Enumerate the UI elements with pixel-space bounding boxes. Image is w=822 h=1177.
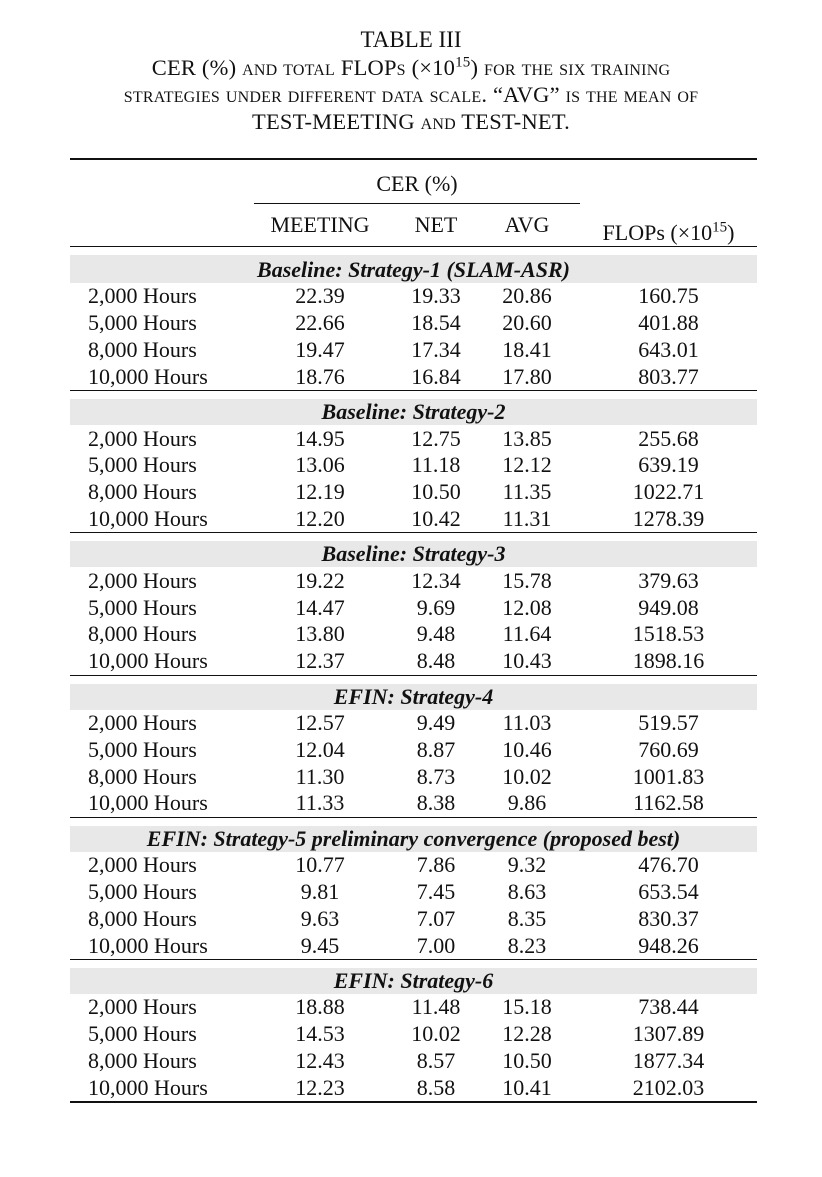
cell-flops: 948.26: [638, 932, 699, 958]
row-label: 8,000 Hours: [88, 763, 197, 789]
cell-avg: 17.80: [502, 363, 552, 389]
row-label: 8,000 Hours: [88, 905, 197, 931]
cell-net: 10.50: [411, 479, 461, 505]
col-header-meeting: MEETING: [270, 212, 370, 237]
table-row: [70, 1048, 757, 1075]
cell-meeting: 13.80: [295, 621, 345, 647]
cell-flops: 949.08: [638, 594, 699, 620]
section-header-row: [70, 968, 757, 994]
cell-net: 11.18: [411, 452, 461, 478]
cell-flops: 830.37: [638, 905, 699, 931]
cell-flops: 1518.53: [632, 621, 705, 647]
cell-avg: 15.78: [502, 567, 552, 593]
cell-net: 7.07: [416, 905, 456, 931]
cell-avg: 20.60: [502, 310, 552, 336]
cell-meeting: 11.30: [295, 763, 345, 789]
cell-avg: 11.35: [502, 479, 552, 505]
table-row: [70, 479, 757, 506]
row-label: 8,000 Hours: [88, 479, 197, 505]
section-rule: [70, 391, 757, 400]
cell-meeting: 12.57: [295, 709, 345, 735]
cell-avg: 11.64: [502, 621, 552, 647]
cell-meeting: 18.76: [295, 363, 345, 389]
cell-meeting: 22.39: [295, 283, 345, 309]
results-table: [70, 158, 757, 1103]
cell-avg: 10.46: [502, 736, 552, 762]
cell-meeting: 9.63: [300, 905, 340, 931]
caption-line-1: [0, 54, 822, 81]
cell-avg: 12.12: [502, 452, 552, 478]
row-label: 5,000 Hours: [88, 1021, 197, 1047]
caption-line-1-pre: CER (%) and total FLOPs (×10: [151, 55, 456, 80]
row-label: 2,000 Hours: [88, 852, 197, 878]
cell-flops: 476.70: [638, 852, 699, 878]
row-label: 5,000 Hours: [88, 594, 197, 620]
cell-avg: 10.50: [502, 1047, 552, 1073]
table-body: [70, 247, 757, 1103]
section-header-row: [70, 826, 757, 852]
section-title: Baseline: Strategy-1 (SLAM-ASR): [70, 255, 757, 283]
cell-net: 8.48: [416, 648, 456, 674]
cell-meeting: 12.23: [295, 1074, 345, 1100]
cell-avg: 8.23: [507, 932, 547, 958]
cell-flops: 1307.89: [632, 1021, 705, 1047]
caption-line-2: strategies under different data scale. “AVG” is the mean of: [123, 82, 699, 107]
cell-net: 10.02: [411, 1021, 461, 1047]
table-row: [70, 425, 757, 452]
cell-avg: 20.86: [502, 283, 552, 309]
cell-avg: 8.35: [507, 905, 547, 931]
cer-group-label: CER (%): [376, 171, 458, 196]
cell-flops: 519.57: [638, 709, 699, 735]
section-rule-cell: [70, 391, 757, 400]
flops-header-sup: 15: [712, 219, 728, 236]
cell-net: 11.48: [411, 994, 461, 1020]
cell-meeting: 22.66: [295, 310, 345, 336]
table-row: [70, 310, 757, 337]
table-row: [70, 363, 757, 390]
caption-line-3: TEST-MEETING and TEST-NET.: [252, 109, 570, 134]
section-title: EFIN: Strategy-4: [70, 684, 757, 710]
table-row: [70, 337, 757, 364]
cell-flops: 255.68: [638, 425, 699, 451]
cell-flops: 401.88: [638, 310, 699, 336]
row-label: 8,000 Hours: [88, 336, 197, 362]
cer-group-header: [242, 159, 580, 204]
section-rule-cell: [70, 675, 757, 684]
section-rule: [70, 959, 757, 968]
cell-avg: 11.31: [502, 505, 552, 531]
caption-line-1-sup: 15: [455, 54, 471, 71]
section-title: EFIN: Strategy-6: [70, 968, 757, 994]
cell-flops: 738.44: [638, 994, 699, 1020]
cell-meeting: 13.06: [295, 452, 345, 478]
cell-avg: 9.86: [507, 790, 547, 816]
table-row: [70, 1021, 757, 1048]
cell-net: 8.58: [416, 1074, 456, 1100]
row-label: 2,000 Hours: [88, 709, 197, 735]
cer-group-underline: [254, 171, 580, 204]
cell-avg: 10.43: [502, 648, 552, 674]
row-label: 2,000 Hours: [88, 567, 197, 593]
cell-meeting: 12.43: [295, 1047, 345, 1073]
row-label: 10,000 Hours: [88, 1074, 208, 1100]
cell-net: 7.86: [416, 852, 456, 878]
section-title: Baseline: Strategy-2: [70, 399, 757, 425]
cell-flops: 2102.03: [632, 1074, 705, 1100]
header-empty-cell: [70, 159, 242, 204]
cell-net: 8.73: [416, 763, 456, 789]
cell-meeting: 9.45: [300, 932, 340, 958]
section-header-row: [70, 399, 757, 425]
section-rule-cell: [70, 247, 757, 256]
cell-meeting: 14.47: [295, 594, 345, 620]
row-label: 2,000 Hours: [88, 283, 197, 309]
cell-avg: 11.03: [502, 709, 552, 735]
cell-avg: 12.08: [502, 594, 552, 620]
cell-avg: 15.18: [502, 994, 552, 1020]
table-row: [70, 763, 757, 790]
table-row: [70, 790, 757, 817]
section-rule: [70, 533, 757, 542]
cell-net: 12.75: [411, 425, 461, 451]
cell-avg: 9.32: [507, 852, 547, 878]
cell-meeting: 14.53: [295, 1021, 345, 1047]
table-row: [70, 452, 757, 479]
flops-header: [580, 159, 757, 247]
cell-meeting: 14.95: [295, 425, 345, 451]
table-row: [70, 994, 757, 1021]
col-header-avg: AVG: [504, 212, 550, 237]
cell-flops: 379.63: [638, 567, 699, 593]
section-header-row: [70, 684, 757, 710]
cell-meeting: 11.33: [295, 790, 345, 816]
cell-flops: 1162.58: [633, 790, 704, 816]
cell-flops: 639.19: [638, 452, 699, 478]
table-caption: [0, 26, 822, 135]
cell-meeting: 10.77: [295, 852, 345, 878]
cell-flops: 1877.34: [632, 1047, 705, 1073]
cell-flops: 803.77: [638, 363, 699, 389]
row-label: 5,000 Hours: [88, 452, 197, 478]
cell-net: 8.57: [416, 1047, 456, 1073]
row-label: 8,000 Hours: [88, 621, 197, 647]
cell-flops: 1278.39: [632, 505, 705, 531]
row-label: 5,000 Hours: [88, 736, 197, 762]
table-row: [70, 879, 757, 906]
cell-net: 7.45: [416, 878, 456, 904]
section-title: Baseline: Strategy-3: [70, 541, 757, 567]
cell-meeting: 12.20: [295, 505, 345, 531]
section-header-row: [70, 255, 757, 283]
section-rule-cell: [70, 533, 757, 542]
row-label: 10,000 Hours: [88, 932, 208, 958]
cell-flops: 760.69: [638, 736, 699, 762]
table-row: [70, 283, 757, 310]
cell-meeting: 12.37: [295, 648, 345, 674]
cell-net: 9.69: [416, 594, 456, 620]
cell-meeting: 19.22: [295, 567, 345, 593]
cell-net: 8.38: [416, 790, 456, 816]
table-row: [70, 594, 757, 621]
col-header-net: NET: [414, 212, 458, 237]
cell-meeting: 12.19: [295, 479, 345, 505]
cell-avg: 10.02: [502, 763, 552, 789]
table-row: [70, 621, 757, 648]
cell-net: 9.49: [416, 709, 456, 735]
cell-avg: 12.28: [502, 1021, 552, 1047]
cell-net: 10.42: [411, 505, 461, 531]
row-label: 5,000 Hours: [88, 310, 197, 336]
table-row: [70, 852, 757, 879]
cell-avg: 8.63: [507, 878, 547, 904]
cell-avg: 18.41: [502, 336, 552, 362]
cell-flops: 653.54: [638, 878, 699, 904]
row-label: 5,000 Hours: [88, 878, 197, 904]
table-number: TABLE III: [360, 27, 462, 52]
table-row: [70, 648, 757, 675]
row-label: 10,000 Hours: [88, 790, 208, 816]
table-row: [70, 736, 757, 763]
section-rule: [70, 817, 757, 826]
section-rule-cell: [70, 817, 757, 826]
section-rule: [70, 675, 757, 684]
table-row: [70, 567, 757, 594]
cell-meeting: 9.81: [300, 878, 340, 904]
header-empty-cell: [70, 204, 242, 247]
section-rule-cell: [70, 959, 757, 968]
row-label: 10,000 Hours: [88, 363, 208, 389]
cell-meeting: 19.47: [295, 336, 345, 362]
row-label: 2,000 Hours: [88, 425, 197, 451]
cell-net: 7.00: [416, 932, 456, 958]
cell-meeting: 12.04: [295, 736, 345, 762]
table-header: [70, 159, 757, 247]
row-label: 8,000 Hours: [88, 1047, 197, 1073]
cell-meeting: 18.88: [295, 994, 345, 1020]
flops-header-pre: FLOPs (×10: [602, 220, 713, 245]
cell-net: 17.34: [411, 336, 461, 362]
row-label: 2,000 Hours: [88, 994, 197, 1020]
cell-avg: 13.85: [502, 425, 552, 451]
cell-net: 19.33: [411, 283, 461, 309]
row-label: 10,000 Hours: [88, 505, 208, 531]
cell-net: 12.34: [411, 567, 461, 593]
section-header-row: [70, 541, 757, 567]
cell-avg: 10.41: [502, 1074, 552, 1100]
cell-flops: 160.75: [638, 283, 699, 309]
table-row: [70, 905, 757, 932]
cell-flops: 1898.16: [632, 648, 705, 674]
section-title: EFIN: Strategy-5 preliminary convergence (proposed best): [70, 826, 757, 852]
cell-net: 16.84: [411, 363, 461, 389]
header-row-1: [70, 159, 757, 204]
table-row: [70, 710, 757, 737]
cell-net: 9.48: [416, 621, 456, 647]
section-rule: [70, 247, 757, 256]
row-label: 10,000 Hours: [88, 648, 208, 674]
cell-flops: 643.01: [638, 336, 699, 362]
flops-header-post: ): [727, 220, 735, 245]
table-row: [70, 1074, 757, 1102]
cell-flops: 1001.83: [632, 763, 705, 789]
caption-line-1-post: ) for the six training: [470, 55, 671, 80]
cell-flops: 1022.71: [632, 479, 705, 505]
table-row: [70, 932, 757, 959]
cell-net: 8.87: [416, 736, 456, 762]
cell-net: 18.54: [411, 310, 461, 336]
table-row: [70, 506, 757, 533]
